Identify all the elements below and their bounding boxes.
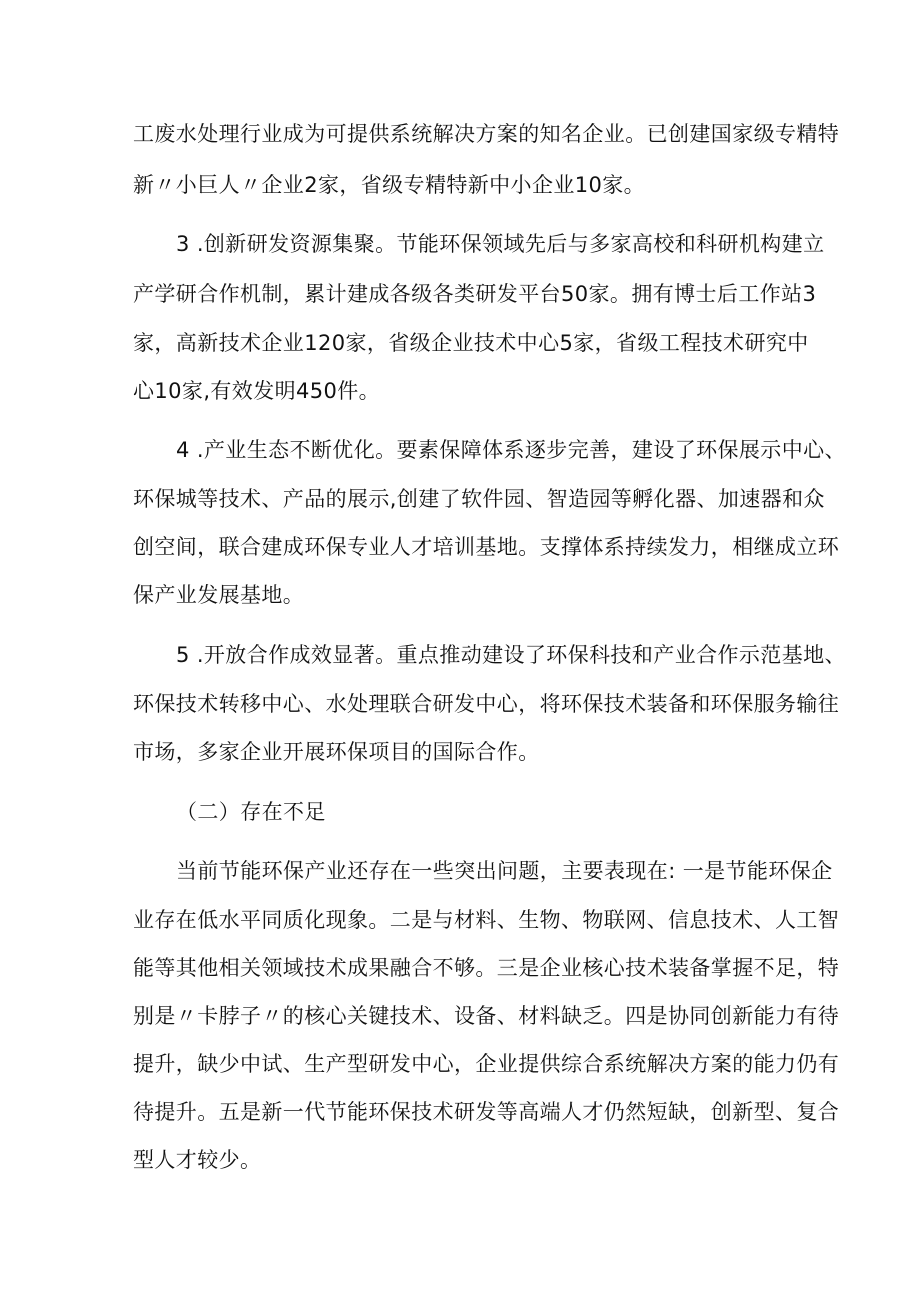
text-line: 业存在低水平同质化现象。二是与材料、生物、物联网、信息技术、人工智 — [133, 908, 840, 932]
text-line: 环保技术转移中心、水处理联合研发中心，将环保技术装备和环保服务输往 — [133, 692, 840, 716]
text-line: 市场，多家企业开展环保项目的国际合作。 — [133, 740, 540, 764]
text-line: 提升，缺少中试、生产型研发中心，企业提供综合系统解决方案的能力仍有 — [133, 1052, 840, 1076]
text-line: 型人才较少。 — [133, 1148, 262, 1172]
list-item-5-line: 5 .开放合作成效显著。重点推动建设了环保科技和产业合作示范基地、 — [176, 643, 846, 667]
text-line: 环保城等技术、产品的展示,创建了软件园、智造园等孵化器、加速器和众 — [133, 487, 825, 511]
section-heading: （二）存在不足 — [176, 800, 326, 824]
list-item-4-line: 4 .产业生态不断优化。要素保障体系逐步完善，建设了环保展示中心、 — [176, 438, 846, 462]
text-line: 工废水处理行业成为可提供系统解决方案的知名企业。已创建国家级专精特 — [133, 122, 840, 146]
text-line: 保产业发展基地。 — [133, 583, 305, 607]
text-line: 创空间，联合建成环保专业人才培训基地。支撑体系持续发力，相继成立环 — [133, 535, 840, 559]
text-line: 别是〃卡脖子〃的核心关键技术、设备、材料缺乏。四是协同创新能力有待 — [133, 1004, 840, 1028]
text-line: 心10家,有效发明450件。 — [133, 379, 381, 403]
text-line: 新〃小巨人〃企业2家，省级专精特新中小企业10家。 — [133, 173, 646, 197]
paragraph-line: 当前节能环保产业还存在一些突出问题，主要表现在: 一是节能环保企 — [176, 859, 833, 883]
text-line: 家，高新技术企业120家，省级企业技术中心5家，省级工程技术研究中 — [133, 331, 809, 355]
list-item-3-line: 3 .创新研发资源集聚。节能环保领域先后与多家高校和科研机构建立 — [176, 232, 825, 256]
text-line: 待提升。五是新一代节能环保技术研发等高端人才仍然短缺，创新型、复合 — [133, 1100, 840, 1124]
text-line: 产学研合作机制，累计建成各级各类研发平台50家。拥有博士后工作站3 — [133, 282, 817, 306]
text-line: 能等其他相关领域技术成果融合不够。三是企业核心技术装备掌握不足，特 — [133, 956, 840, 980]
